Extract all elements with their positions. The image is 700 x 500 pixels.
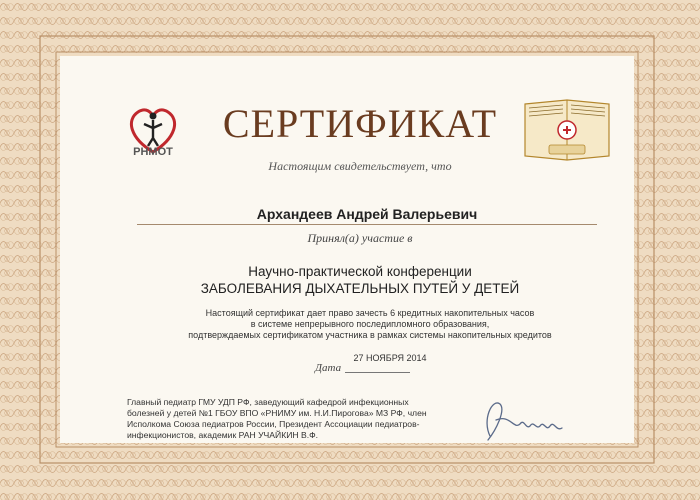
credit-line: в системе непрерывного последипломного образования, <box>250 319 490 329</box>
footer-line: болезней у детей №1 ГБОУ ВПО «РНИМУ им. Н.И.Пирогова» МЗ РФ, член <box>127 408 427 418</box>
participated-text: Принял(а) участие в <box>307 231 413 245</box>
certificate-title: СЕРТИФИКАТ <box>222 101 498 146</box>
certificate-subtitle: Настоящим свидетельствует, что <box>268 159 452 173</box>
signature-mark <box>470 390 590 448</box>
date-value: 27 НОЯБРЯ 2014 <box>353 353 427 363</box>
conference-line-1: Научно-практической конференции <box>248 264 472 279</box>
recipient-name: Архандеев Андрей Валерьевич <box>137 206 597 225</box>
credit-line: Настоящий сертификат дает право зачесть 6 кредитных накопительных часов <box>205 308 535 318</box>
date-underline <box>345 372 410 373</box>
footer-line: Главный педиатр ГМУ УДП РФ, заведующий кафедрой инфекционных <box>127 397 409 407</box>
date-label: Дата <box>315 362 342 374</box>
conference-line-2: ЗАБОЛЕВАНИЯ ДЫХАТЕЛЬНЫХ ПУТЕЙ У ДЕТЕЙ <box>200 281 520 296</box>
rnmot-logo-text: РНМОТ <box>133 146 173 158</box>
signatory-description <box>127 397 447 441</box>
footer-line: Исполкома Союза педиатров России, Президент Ассоциации педиатров- <box>127 419 420 429</box>
footer-line: инфекционистов, академик РАН УЧАЙКИН В.Ф. <box>127 430 319 440</box>
credit-description <box>170 308 570 341</box>
credit-line: подтверждаемых сертификатом участника в рамках системы накопительных кредитов <box>188 330 552 340</box>
